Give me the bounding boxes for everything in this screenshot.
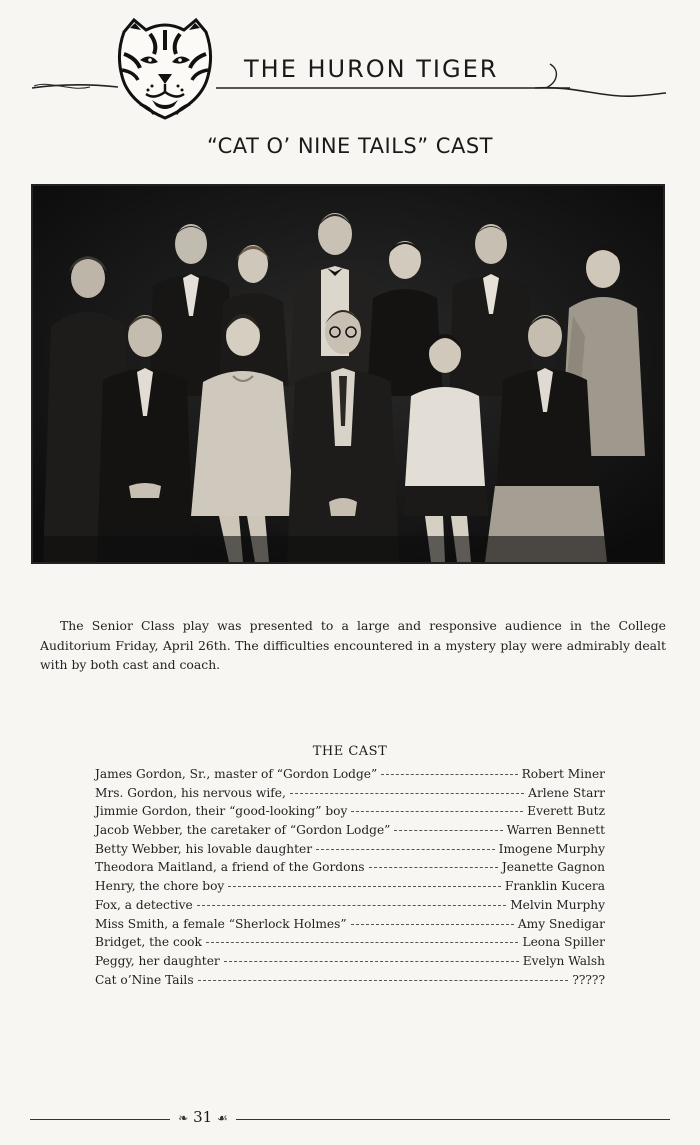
cast-row bbox=[95, 804, 605, 823]
cast-row bbox=[95, 860, 605, 879]
cast-row bbox=[95, 786, 605, 805]
cast-actor: Franklin Kucera bbox=[504, 879, 605, 894]
cast-actor: Leona Spiller bbox=[522, 935, 605, 950]
cast-role: Bridget, the cook bbox=[95, 935, 202, 950]
cast-row bbox=[95, 767, 605, 786]
dot-leader bbox=[351, 924, 514, 925]
cast-row bbox=[95, 917, 605, 936]
dot-leader bbox=[351, 811, 523, 812]
dot-leader bbox=[394, 830, 502, 831]
cast-role: Betty Webber, his lovable daughter bbox=[95, 841, 313, 856]
cast-actor: ????? bbox=[572, 972, 605, 987]
group-photo-icon bbox=[33, 186, 663, 562]
cast-heading: THE CAST bbox=[312, 744, 388, 759]
dot-leader bbox=[381, 774, 517, 775]
cast-role: Henry, the chore boy bbox=[95, 879, 225, 894]
cast-actor: Warren Bennett bbox=[506, 823, 605, 838]
cast-actor: Robert Miner bbox=[521, 767, 605, 781]
cast-list bbox=[95, 767, 605, 991]
cast-actor: Melvin Murphy bbox=[510, 897, 605, 912]
cast-row bbox=[95, 898, 605, 917]
cast-actor: Jeanette Gagnon bbox=[501, 860, 605, 875]
page-number-value: 31 bbox=[193, 1108, 213, 1126]
cast-actor: Everett Butz bbox=[527, 804, 605, 819]
footer-rule-left bbox=[30, 1119, 170, 1120]
cast-actor: Amy Snedigar bbox=[517, 916, 605, 931]
cast-role: Theodora Maitland, a friend of the Gordons bbox=[95, 860, 365, 875]
dot-leader bbox=[224, 961, 519, 962]
cast-role: Cat o’Nine Tails bbox=[95, 972, 194, 987]
page-number bbox=[172, 1108, 234, 1126]
cast-row bbox=[95, 973, 605, 992]
cast-actor: Evelyn Walsh bbox=[522, 953, 605, 968]
cast-row bbox=[95, 842, 605, 861]
page-footer bbox=[30, 1108, 670, 1132]
page-title: “CAT O’ NINE TAILS” CAST bbox=[207, 134, 493, 158]
cast-role: Jimmie Gordon, their “good-looking” boy bbox=[95, 804, 348, 819]
cast-role: Fox, a detective bbox=[95, 897, 193, 912]
cast-role: Jacob Webber, the caretaker of “Gordon Lodge” bbox=[95, 823, 391, 838]
ornament-left-icon: ❧ bbox=[178, 1111, 189, 1125]
tiger-head-icon bbox=[110, 14, 220, 122]
dot-leader bbox=[369, 867, 498, 868]
dot-leader bbox=[206, 942, 519, 943]
cast-role: Mrs. Gordon, his nervous wife, bbox=[95, 785, 286, 800]
intro-paragraph: The Senior Class play was presented to a large and responsive audience in the College Auditorium Friday, April 26th. The difficulties encountered in a mystery play were admirably dealt with by both cast and coach. bbox=[40, 618, 666, 673]
dot-leader bbox=[290, 793, 524, 794]
masthead bbox=[30, 14, 670, 124]
cast-row bbox=[95, 935, 605, 954]
cast-role: Miss Smith, a female “Sherlock Holmes” bbox=[95, 916, 347, 931]
ornament-right-icon: ☙ bbox=[216, 1111, 228, 1125]
dot-leader bbox=[228, 886, 501, 887]
cast-group-photo bbox=[31, 184, 665, 564]
cast-role: James Gordon, Sr., master of “Gordon Lodge” bbox=[95, 767, 378, 781]
dot-leader bbox=[197, 905, 506, 906]
cast-row bbox=[95, 954, 605, 973]
cast-row bbox=[95, 879, 605, 898]
cast-row bbox=[95, 823, 605, 842]
cast-actor: Imogene Murphy bbox=[498, 841, 605, 856]
footer-rule-right bbox=[236, 1119, 670, 1120]
masthead-title: THE HURON TIGER bbox=[244, 55, 499, 83]
cast-actor: Arlene Starr bbox=[528, 785, 605, 800]
dot-leader bbox=[198, 980, 569, 981]
cast-role: Peggy, her daughter bbox=[95, 953, 220, 968]
dot-leader bbox=[316, 849, 495, 850]
